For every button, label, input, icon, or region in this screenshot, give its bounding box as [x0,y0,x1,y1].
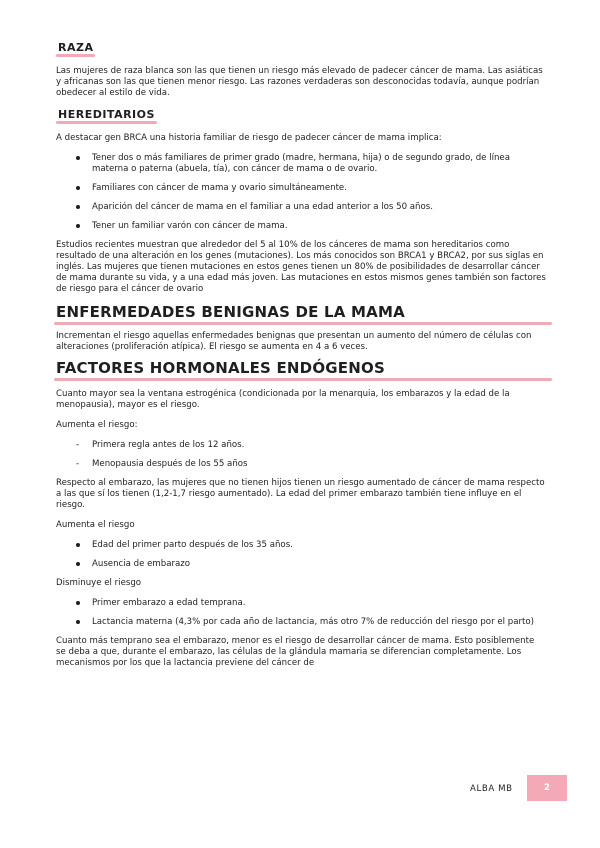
page-content [56,36,546,669]
heading-raza: RAZA [56,41,95,57]
aumenta-label-2: Aumenta el riesgo [56,520,135,530]
list-item: - Primera regla antes de los 12 años. [56,440,546,451]
hereditarios-paragraph: Estudios recientes muestran que alrededor del 5 al 10% de los cánceres de mama son hereditarios como resultado de una alteración en los genes (mutaciones). Los más conocidos son BRCA1 y BRCA2, por sus siglas en inglés. Las mujeres que tienen mutaciones en estos genes tienen un 80% de posibilidades de desarrollar cáncer de mama durante su vida, y a una edad más joven. Las mutaciones en estos mismos genes también son factores de riesgo para el cáncer de ovario [56,240,546,294]
hereditarios-list [56,153,546,232]
closing-paragraph: Cuanto más temprano sea el embarazo, menor es el riesgo de desarrollar cáncer de mama. Esto posiblemente se deba a que, durante el embarazo, las células de la glándula mamaria se diferencian completamente. Los mecanismos por los que la lactancia previene del cáncer de [56,636,535,668]
list-item: Tener dos o más familiares de primer grado (madre, hermana, hija) o de segundo grado, de línea materna o paterna (abuela, tía), con cáncer de mama o de ovario. [56,153,546,175]
raza-paragraph: Las mujeres de raza blanca son las que tienen un riesgo más elevado de padecer cáncer de mama. Las asiáticas y africanas son las que tienen menor riesgo. Las razones verdaderas son desconocidas todavía, aunque podrían obedecer al estilo de vida. [56,66,543,98]
aumenta-bullet-list [56,540,546,570]
list-item: Aparición del cáncer de mama en el familiar a una edad anterior a los 50 años. [56,202,546,213]
list-item: Edad del primer parto después de los 35 años. [56,540,546,551]
list-item: Lactancia materna (4,3% por cada año de lactancia, más otro 7% de reducción del riesgo por el parto) [56,617,546,628]
disminuye-bullet-list [56,598,546,628]
disminuye-label: Disminuye el riesgo [56,578,142,588]
aumenta-label-1: Aumenta el riesgo: [56,420,138,430]
heading-benignas: ENFERMEDADES BENIGNAS DE LA MAMA [56,303,546,324]
heading-hereditarios: HEREDITARIOS [56,108,157,124]
footer-author: ALBA MB [470,784,513,794]
benignas-paragraph: Incrementan el riesgo aquellas enfermedades benignas que presentan un aumento del número de células con alteraciones (proliferación atípica). El riesgo se aumenta en 4 a 6 veces. [56,331,532,352]
hormonales-intro: Cuanto mayor sea la ventana estrogénica (condicionada por la menarquia, los embarazos y la edad de la menopausia), mayor es el riesgo. [56,389,510,410]
list-item: Tener un familiar varón con cáncer de mama. [56,221,546,232]
list-item: Familiares con cáncer de mama y ovario simultáneamente. [56,183,546,194]
page-number-badge: 2 [527,775,567,801]
list-item: - Menopausia después de los 55 años [56,459,546,470]
aumenta-dash-list [56,440,546,470]
embarazo-paragraph: Respecto al embarazo, las mujeres que no tienen hijos tienen un riesgo aumentado de cáncer de mama respecto a las que sí los tienen (1,2-1,7 riesgo aumentado). La edad del primer embarazo también tiene influye en el riesgo. [56,478,545,510]
list-item: Primer embarazo a edad temprana. [56,598,546,609]
list-item: Ausencia de embarazo [56,559,546,570]
heading-hormonales: FACTORES HORMONALES ENDÓGENOS [56,359,546,380]
hereditarios-intro: A destacar gen BRCA una historia familiar de riesgo de padecer cáncer de mama implica: [56,133,442,143]
